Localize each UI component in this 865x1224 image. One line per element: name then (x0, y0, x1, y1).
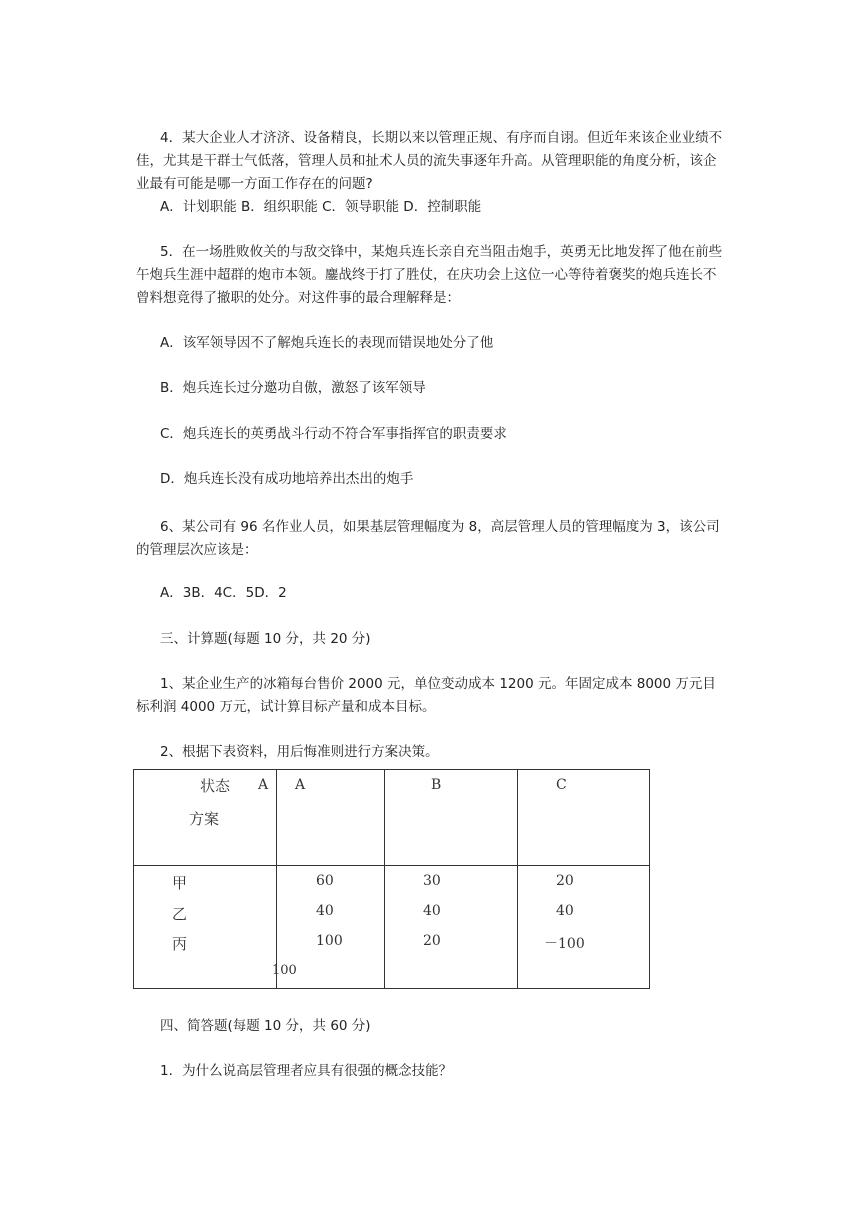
question-4-text: 4．某大企业人才济济、设备精良，长期以来以管理正规、有序而自诩。但近年来该企业业绩不佳，尤其是干群士气低落，管理人员和扯术人员的流失事逐年升高。从管理职能的角度分析，该企业最有可能是哪一方面工作存在的问题? (136, 130, 723, 192)
calc-question-2: 2、根据下表资料，用后悔准则进行方案决策。 (160, 744, 439, 760)
header-plan: 方案 (189, 810, 220, 828)
table-col-divider (276, 770, 277, 988)
table-cell: 60 (316, 873, 334, 889)
column-header-a: A (295, 777, 306, 793)
table-cell: 20 (423, 933, 441, 949)
table-cell: 20 (556, 873, 574, 889)
calc-question-1: 1、某企业生产的冰箱每台售价 2000 元，单位变动成本 1200 元。年固定成本 8000 万元目标利润 4000 万元，试计算目标产量和成本目标。 (136, 676, 716, 715)
row-name: 甲 (172, 874, 188, 892)
table-cell: 40 (316, 903, 334, 919)
column-header-c: C (556, 777, 567, 793)
stray-value: 100 (272, 963, 297, 978)
question-6-text: 6、某公司有 96 名作业人员，如果基层管理幅度为 8，高层管理人员的管理幅度为 3，该公司的管理层次应该是： (136, 519, 720, 558)
section-3-title: 三、计算题(每题 10 分，共 20 分) (160, 631, 371, 647)
table-row-divider (134, 865, 649, 866)
question-6-options: A．3B．4C．5D．2 (160, 585, 287, 601)
table-cell: 100 (316, 933, 343, 949)
header-stray-mark: A (258, 777, 269, 793)
question-5-option-c: C．炮兵连长的英勇战斗行动不符合军事指挥官的职责要求 (160, 426, 507, 442)
table-cell: 40 (556, 903, 574, 919)
question-5-option-b: B．炮兵连长过分邀功自傲，激怒了该军领导 (160, 380, 426, 396)
row-name: 丙 (172, 935, 188, 953)
decision-table (133, 769, 650, 989)
table-col-divider (384, 770, 385, 988)
table-col-divider (517, 770, 518, 988)
question-5-text: 5．在一场胜败攸关的与敌交锋中，某炮兵连长亲自充当阻击炮手，英勇无比地发挥了他在前些午炮兵生涯中超群的炮市本领。鏖战终于打了胜仗，在庆功会上这位一心等待着褒奖的炮兵连长不曾料想竟得了撤职的处分。对这件事的最合理解释是： (136, 244, 723, 306)
row-name: 乙 (172, 905, 188, 923)
table-cell: 30 (423, 873, 441, 889)
column-header-b: B (431, 777, 442, 793)
table-cell: －100 (544, 936, 585, 952)
section-4-title: 四、简答题(每题 10 分，共 60 分) (160, 1018, 371, 1034)
question-5-option-a: A．该军领导因不了解炮兵连长的表现而错误地处分了他 (160, 335, 494, 351)
question-4-options: A．计划职能 B．组织职能 C．领导职能 D．控制职能 (160, 199, 482, 215)
table-cell: 40 (423, 903, 441, 919)
short-answer-question-1: 1．为什么说高层管理者应具有很强的概念技能？ (160, 1063, 453, 1079)
header-state: 状态 (200, 777, 231, 795)
question-5-option-d: D．炮兵连长没有成功地培养出杰出的炮手 (160, 471, 414, 487)
